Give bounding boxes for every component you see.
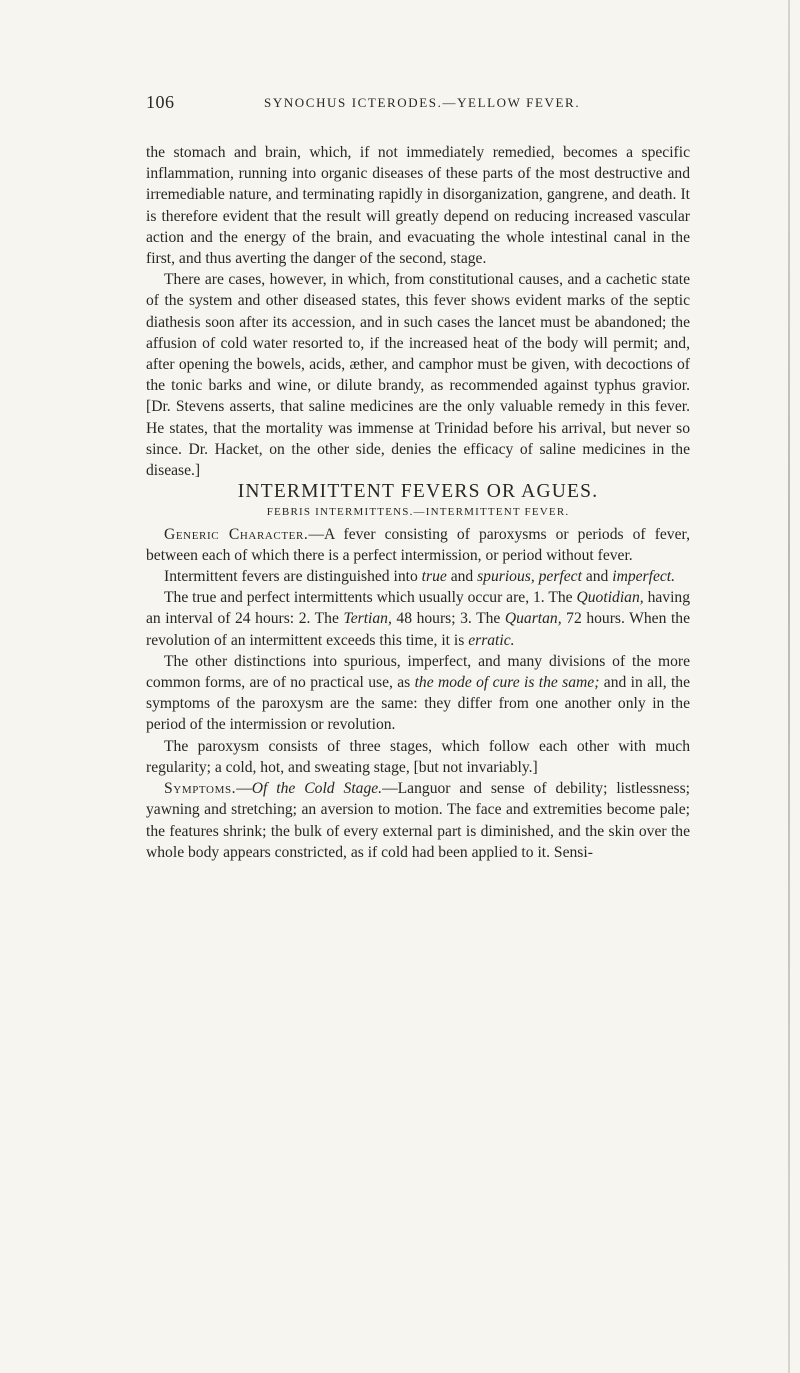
- term-tertian: Tertian,: [343, 610, 392, 628]
- term-quartan: Quartan,: [504, 610, 562, 628]
- paragraph-septic-cases: There are cases, however, in which, from constitutional causes, and a cachetic state of the system and other diseased states, this fever shows evident marks of the septic diathesis soon after its accession, and in such cases the lancet must be abandoned; the affusion of cold water resorted to, if the increased heat of the body will permit; and, after opening the bowels, acids, æther, and camphor must be given, with decoctions of the tonic barks and wine, or dilute brandy, as recommended against typhus gravior. [Dr. Stevens asserts, that saline medicines are the only valuable remedy in this fever. He states, that the mortality was immense at Trinidad before his arrival, but never so since. Dr. Hacket, on the other side, denies the efficacy of saline medicines in the disease.]: [146, 271, 690, 480]
- cold-stage-heading: Of the Cold Stage.: [251, 780, 383, 798]
- section-subtitle: FEBRIS INTERMITTENS.—INTERMITTENT FEVER.: [266, 506, 570, 519]
- symptoms-label: Symptoms.: [164, 780, 237, 798]
- term-spurious-perfect: spurious, perfect: [477, 568, 582, 586]
- running-head: SYNOCHUS ICTERODES.—YELLOW FEVER.: [264, 95, 581, 110]
- paragraph-generic-character: [146, 524, 690, 566]
- page-body: [146, 142, 690, 863]
- phrase-mode-of-cure: the mode of cure is the same;: [414, 674, 600, 692]
- text-run: 48 hours; 3. The: [391, 610, 505, 628]
- term-true: true: [421, 568, 447, 586]
- paragraph-distinctions: [146, 566, 690, 587]
- text-run: Intermittent fevers are distinguished into: [164, 568, 422, 586]
- section-title: INTERMITTENT FEVERS OR AGUES.: [237, 481, 599, 503]
- paragraph-other-distinctions: [146, 651, 690, 736]
- text-run: and: [446, 568, 478, 586]
- generic-character-label: Generic Character.: [164, 525, 309, 543]
- paragraph-stomach-brain: the stomach and brain, which, if not immediately remedied, becomes a specific inflammation, running into organic diseases of these parts of the most destructive and irremediable nature, and terminating rapidly in disorganization, gangrene, and death. It is therefore evident that the result will greatly depend on reducing increased vascular action and the energy of the brain, and evacuating the whole intestinal canal in the first, and thus averting the danger of the second, stage.: [146, 144, 690, 268]
- term-quotidian: Quotidian,: [576, 589, 644, 607]
- paragraph-symptoms: [146, 778, 690, 863]
- paragraph-intermittent-types: [146, 587, 690, 651]
- page-number: 106: [146, 92, 175, 112]
- page-header: [146, 92, 686, 116]
- page-edge: [788, 0, 790, 1373]
- text-run: and: [581, 568, 613, 586]
- text-run: The other distinctions into spurious, imperfect, and many divisions of the more common forms, are of no practical use, as: [146, 652, 690, 692]
- text-run: and in all, the symptoms of the paroxysm are the same: they differ from one another only in the period of the intermission or revolution.: [146, 674, 690, 734]
- term-erratic: erratic.: [468, 631, 515, 649]
- text-run: The true and perfect intermittents which usually occur are, 1. The: [164, 589, 577, 607]
- paragraph-paroxysm: The paroxysm consists of three stages, which follow each other with much regularity; a cold, hot, and sweating stage, [but not invariably.]: [146, 737, 690, 776]
- text-run: —: [236, 780, 252, 798]
- symptoms-text: —Languor and sense of debility; listlessness; yawning and stretching; an aversion to motion. The face and extremities become pale; the features shrink; the bulk of every external part is diminished, and the skin over the whole body appears constricted, as if cold had been applied to it. Sensi-: [146, 780, 690, 861]
- generic-character-text: —A fever consisting of paroxysms or periods of fever, between each of which there is a perfect intermission, or period without fever.: [146, 525, 690, 564]
- text-run: having an interval of 24 hours: 2. The: [146, 589, 691, 628]
- term-imperfect: imperfect.: [612, 568, 676, 586]
- text-run: 72 hours. When the revolution of an intermittent exceeds this time, it is: [146, 610, 690, 649]
